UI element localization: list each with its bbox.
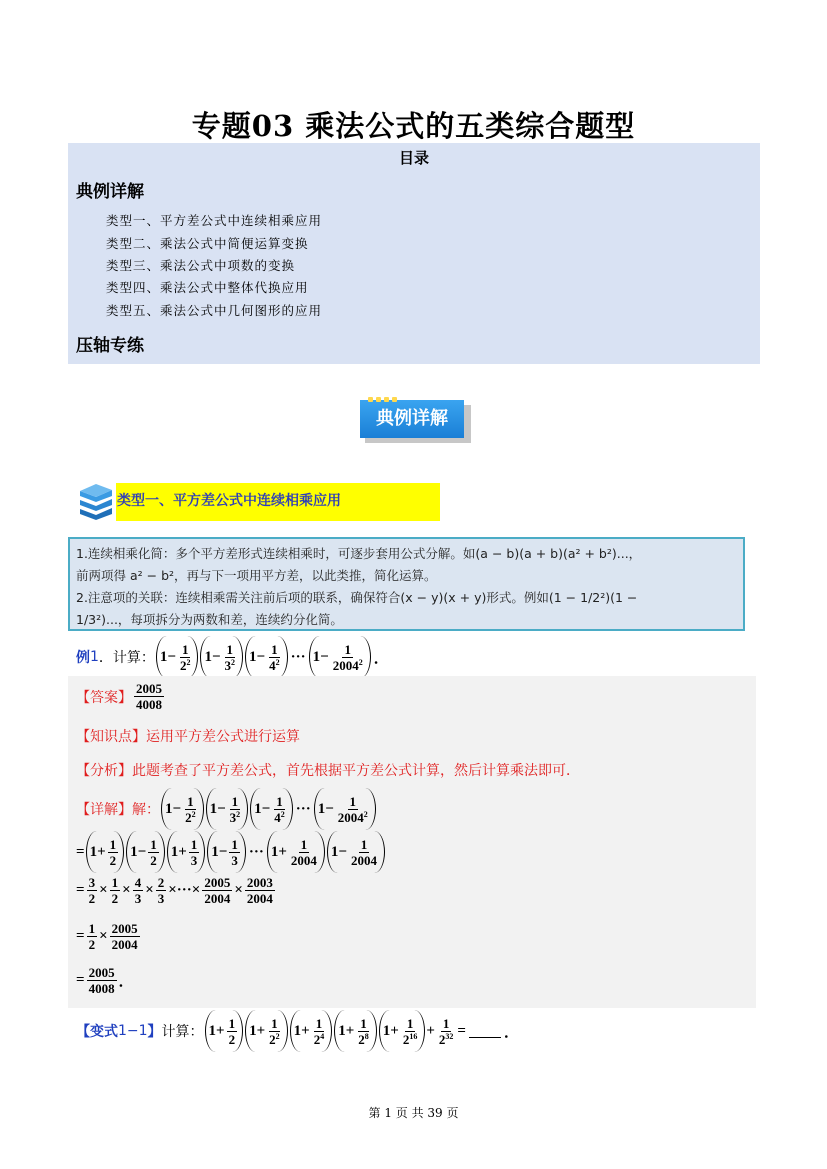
variant-tag-num: 1−1 — [118, 1023, 148, 1039]
answer-denominator: 4008 — [136, 697, 162, 712]
example-label: 例 — [76, 650, 90, 666]
detail-step-4: = $\frac{1}{2}$ × $\frac{2005}{2004}$ — [76, 921, 138, 952]
analysis-tag: 【分析】 — [76, 763, 132, 779]
detail-step-1: 1− $\frac{1}{2^2}$ 1− $\frac{1}{3^2}$ 1− $\frac{1}{4^2}$ ··· 1− $\frac{1}{2004^2}$ — [160, 788, 377, 830]
toc-item-type2[interactable]: 类型二、乘法公式中简便运算变换 — [106, 236, 309, 251]
detail-step-3: = $\frac{3}{2}$ × $\frac{1}{2}$ × $\frac{4}{3}$ × $\frac{2}{3}$ ×···× $\frac{2005}{2004}$ × $\frac{2003}{2004}$ — [76, 875, 273, 906]
section-badge — [360, 400, 470, 442]
page-title: 专题03 乘法公式的五类综合题型 — [191, 109, 636, 143]
toc-item-type1[interactable]: 类型一、平方差公式中连续相乘应用 — [106, 213, 323, 228]
detail-step-2: = 1+ $\frac{1}{2}$ 1− $\frac{1}{2}$ 1+ $\frac{1}{3}$ 1− $\frac{1}{3}$ ··· 1+ $\frac{1}{2004}$ 1− $\frac{1}{2004}$ — [76, 831, 386, 873]
answer-row — [76, 682, 166, 711]
example-1 — [76, 636, 391, 678]
analysis-row — [76, 760, 580, 780]
detail-step-5: = $\frac{2005}{4008}$ ． — [76, 965, 134, 996]
variant-prompt: 计算： — [161, 1024, 204, 1040]
answer-blank[interactable] — [469, 1024, 501, 1038]
section-badge-label: 典例详解 — [360, 400, 464, 438]
tip-line-1: 1.连续相乘化简：多个平方差形式连续相乘时，可逐步套用公式分解。如(a − b)(a + b)(a² + b²)...， — [76, 546, 642, 561]
variant-tag-open: 【变式 — [76, 1024, 118, 1040]
toc-section-examples[interactable]: 典例详解 — [76, 182, 144, 202]
example-1-expression: 1− $\frac{1}{2^2}$ 1− $\frac{1}{3^2}$ 1− $\frac{1}{4^2}$ ··· 1− $\frac{1}{2004^2}$ ． — [155, 636, 391, 678]
tip-line-4: 1/3²)...，每项拆分为两数和差，连续约分化简。 — [76, 612, 343, 627]
answer-numerator: 2005 — [136, 681, 162, 696]
detail-text: 解： — [132, 802, 160, 818]
tip-line-3: 2.注意项的关联：连续相乘需关注前后项的联系，确保符合(x − y)(x + y)形式。例如(1 − 1/2²)(1 − — [76, 590, 638, 605]
toc-section-practice[interactable]: 压轴专练 — [76, 336, 144, 356]
tip-line-2: 前两项得 a² − b²，再与下一项用平方差，以此类推，简化运算。 — [76, 568, 437, 583]
table-of-contents — [68, 143, 760, 364]
toc-item-type3[interactable]: 类型三、乘法公式中项数的变换 — [106, 258, 296, 273]
variant-tag-close: 】 — [147, 1024, 162, 1040]
page-footer: 第 1 页 共 39 页 — [368, 1106, 459, 1120]
knowledge-point-text: 运用平方差公式进行运算 — [146, 729, 300, 745]
toc-item-type4[interactable]: 类型四、乘法公式中整体代换应用 — [106, 280, 309, 295]
variant-1-1 — [76, 1010, 519, 1052]
answer-tag: 【答案】 — [76, 689, 132, 706]
detail-tag: 【详解】 — [76, 802, 132, 818]
solution-panel — [68, 676, 756, 1008]
example-number: 1 — [90, 649, 99, 665]
example-prompt: ．计算： — [98, 650, 155, 666]
detail-row — [76, 788, 377, 830]
badge-dots-decoration — [368, 397, 397, 402]
toc-heading: 目录 — [398, 149, 429, 167]
toc-item-type5[interactable]: 类型五、乘法公式中几何图形的应用 — [106, 303, 323, 318]
tip-box — [68, 537, 745, 631]
knowledge-point-row — [76, 726, 300, 746]
type1-label: 类型一、平方差公式中连续相乘应用 — [116, 483, 440, 521]
knowledge-point-tag: 【知识点】 — [76, 729, 146, 745]
analysis-text: 此题考查了平方差公式，首先根据平方差公式计算，然后计算乘法即可． — [132, 763, 580, 779]
books-icon — [76, 481, 116, 521]
variant-expression: 1+ $\frac{1}{2}$ 1+ $\frac{1}{2^2}$ 1+ $\frac{1}{2^4}$ 1+ $\frac{1}{2^8}$ 1+ $\frac{1}{2^{16}}$ + $\frac{1}{2^{32}}$ = ． — [204, 1010, 519, 1052]
